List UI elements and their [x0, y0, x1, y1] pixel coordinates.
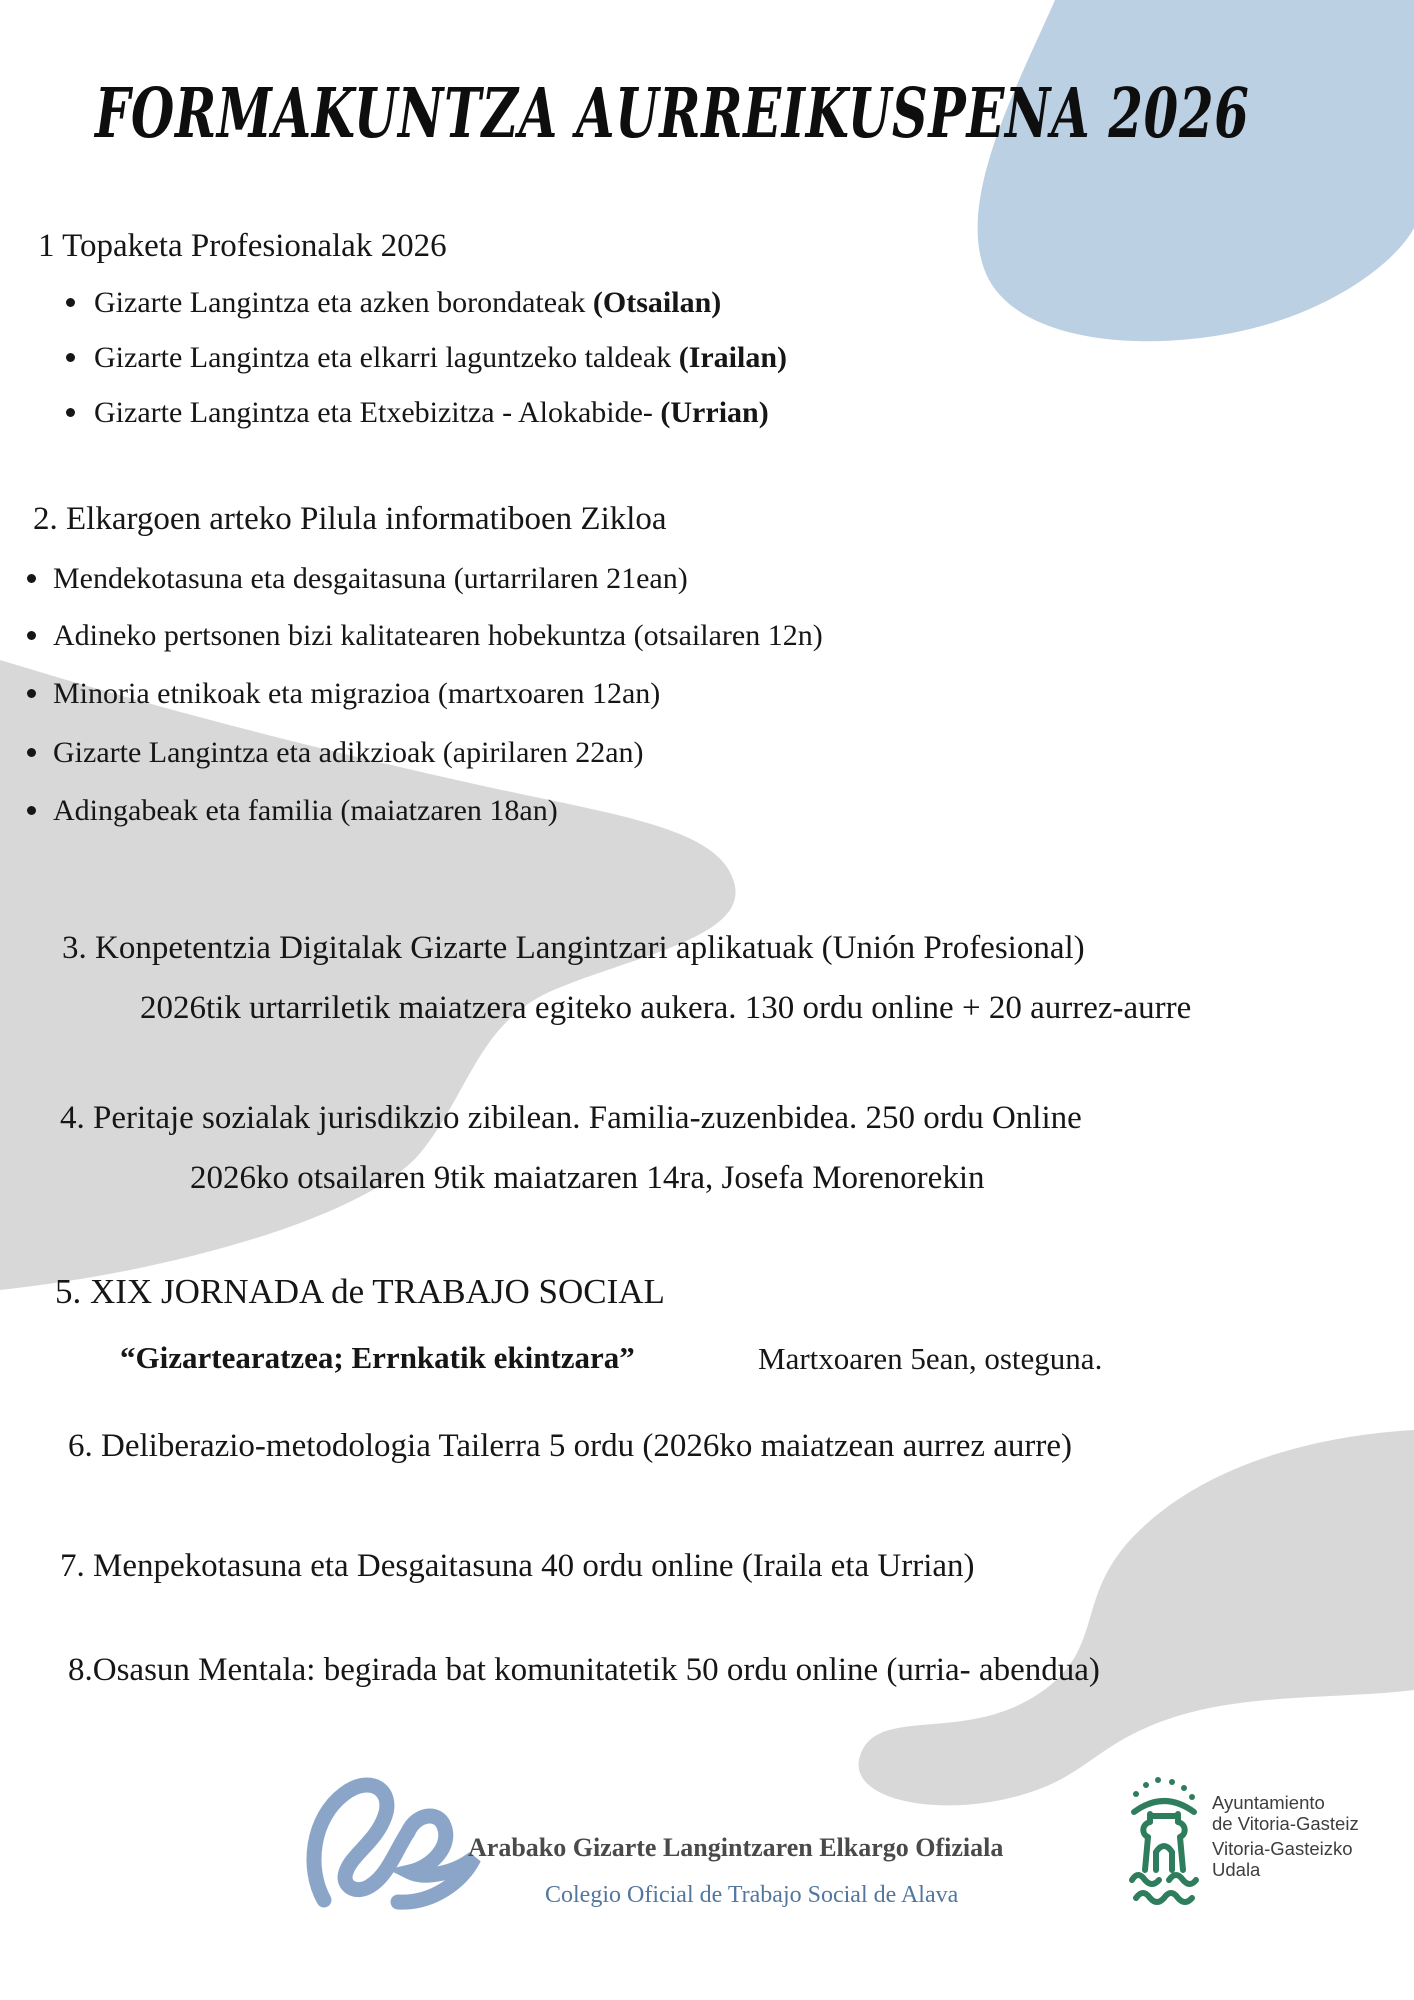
- section-5-date: Martxoaren 5ean, osteguna.: [758, 1341, 1103, 1376]
- section-3-line1: 3. Konpetentzia Digitalak Gizarte Langintzari aplikatuak (Unión Profesional): [62, 930, 1085, 966]
- logo-text-line: de Vitoria-Gasteiz: [1212, 1813, 1359, 1834]
- logo-text-line: Vitoria-Gasteizko: [1212, 1838, 1353, 1859]
- section-4-line1: 4. Peritaje sozialak jurisdikzio zibilean. Familia-zuzenbidea. 250 ordu Online: [60, 1100, 1082, 1136]
- list-item-label: Gizarte Langintza eta elkarri laguntzeko taldeak: [94, 341, 672, 374]
- list-item: [66, 396, 769, 431]
- list-item-label: Minoria etnikoak eta migrazioa (martxoaren 12an): [53, 677, 661, 710]
- bullet-icon: [27, 748, 36, 757]
- bullet-icon: [27, 689, 36, 698]
- list-item: [66, 341, 787, 376]
- section-5-quote: “Gizartearatzea; Errnkatik ekintzara”: [120, 1340, 635, 1375]
- list-item-label: Mendekotasuna eta desgaitasuna (urtarrilaren 21ean): [53, 562, 688, 595]
- section-2-heading: 2. Elkargoen arteko Pilula informatiboen Zikloa: [33, 501, 667, 537]
- list-item: [27, 794, 558, 829]
- colegio-trabajo-social-logo-icon: [302, 1772, 487, 1917]
- background-blob-blue-top-right: [978, 0, 1414, 341]
- bullet-icon: [66, 408, 75, 417]
- list-item-label: Gizarte Langintza eta Etxebizitza - Alokabide-: [94, 396, 653, 429]
- logo-text-line: Ayuntamiento: [1212, 1792, 1325, 1813]
- bullet-icon: [27, 574, 36, 583]
- list-item: [27, 677, 660, 712]
- list-item-date: (Urrian): [660, 396, 769, 429]
- vitoria-gasteiz-city-logo-icon: [1126, 1776, 1202, 1906]
- bullet-icon: [27, 806, 36, 815]
- logo-text-line: Udala: [1212, 1859, 1261, 1880]
- bullet-icon: [27, 631, 36, 640]
- list-item-label: Adingabeak eta familia (maiatzaren 18an): [53, 794, 558, 827]
- vitoria-gasteiz-logo-text: [1212, 1792, 1359, 1880]
- section-3-line2: 2026tik urtarriletik maiatzera egiteko aukera. 130 ordu online + 20 aurrez-aurre: [140, 990, 1192, 1026]
- list-item-date: (Otsailan): [592, 286, 722, 319]
- list-item-label: Gizarte Langintza eta adikzioak (apirilaren 22an): [53, 736, 644, 769]
- background-blob-gray-bottom-right: [859, 1430, 1414, 1805]
- list-item: [27, 736, 644, 771]
- section-8-line: 8.Osasun Mentala: begirada bat komunitatetik 50 ordu online (urria- abendua): [68, 1652, 1100, 1688]
- page-title: FORMAKUNTZA AURREIKUSPENA 2026: [95, 74, 1250, 154]
- section-7-line: 7. Menpekotasuna eta Desgaitasuna 40 ordu online (Iraila eta Urrian): [60, 1548, 975, 1584]
- list-item-date: (Irailan): [678, 341, 788, 374]
- section-6-line: 6. Deliberazio-metodologia Tailerra 5 ordu (2026ko maiatzean aurrez aurre): [68, 1428, 1073, 1464]
- list-item: [27, 562, 688, 597]
- list-item-label: Gizarte Langintza eta azken borondateak: [94, 286, 586, 319]
- list-item: [27, 619, 823, 654]
- section-5-heading: 5. XIX JORNADA de TRABAJO SOCIAL: [55, 1272, 665, 1311]
- section-1-heading: 1 Topaketa Profesionalak 2026: [38, 228, 447, 264]
- section-4-line2: 2026ko otsailaren 9tik maiatzaren 14ra, Josefa Morenorekin: [190, 1160, 985, 1196]
- list-item-label: Adineko pertsonen bizi kalitatearen hobekuntza (otsailaren 12n): [53, 619, 823, 652]
- colegio-logo-text-es: Colegio Oficial de Trabajo Social de Alava: [545, 1882, 959, 1908]
- list-item: [66, 286, 721, 321]
- colegio-logo-text-eu: Arabako Gizarte Langintzaren Elkargo Ofiziala: [468, 1833, 1004, 1862]
- bullet-icon: [66, 298, 75, 307]
- bullet-icon: [66, 353, 75, 362]
